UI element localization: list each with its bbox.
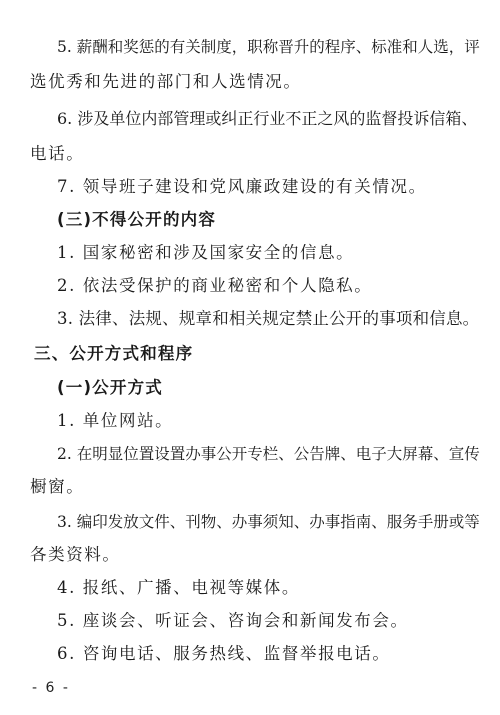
method-item-3-line-2: 各类资料。	[30, 545, 121, 564]
section-3-item-3: 3. 法律、法规、规章和相关规定禁止公开的事项和信息。	[57, 309, 480, 328]
method-item-1: 1. 单位网站。	[57, 411, 174, 430]
method-item-2-line-2: 橱窗。	[30, 477, 85, 496]
item-6-line-2: 电话。	[30, 144, 85, 163]
part-3-heading: 三、公开方式和程序	[34, 344, 194, 363]
item-5-line-2: 选优秀和先进的部门和人选情况。	[30, 72, 302, 91]
method-item-5: 5. 座谈会、听证会、咨询会和新闻发布会。	[57, 611, 409, 630]
method-item-3-line-1: 3. 编印发放文件、刊物、办事须知、办事指南、服务手册或等	[57, 513, 480, 531]
method-item-4: 4. 报纸、广播、电视等媒体。	[57, 578, 300, 597]
section-3-item-1: 1. 国家秘密和涉及国家安全的信息。	[57, 243, 355, 262]
part-3-sub-1-heading: (一)公开方式	[57, 378, 163, 397]
method-item-2-line-1: 2. 在明显位置设置办事公开专栏、公告牌、电子大屏幕、宣传	[57, 445, 480, 463]
item-5-line-1: 5. 薪酬和奖惩的有关制度，职称晋升的程序、标准和人选，评	[57, 38, 480, 56]
section-3-heading: (三)不得公开的内容	[57, 210, 217, 229]
item-6-line-1: 6. 涉及单位内部管理或纠正行业不正之风的监督投诉信箱、	[57, 109, 478, 128]
item-7: 7. 领导班子建设和党风廉政建设的有关情况。	[57, 177, 427, 196]
page-number: - 6 -	[32, 680, 70, 696]
section-3-item-2: 2. 依法受保护的商业秘密和个人隐私。	[57, 276, 373, 295]
method-item-6: 6. 咨询电话、服务热线、监督举报电话。	[57, 644, 391, 663]
